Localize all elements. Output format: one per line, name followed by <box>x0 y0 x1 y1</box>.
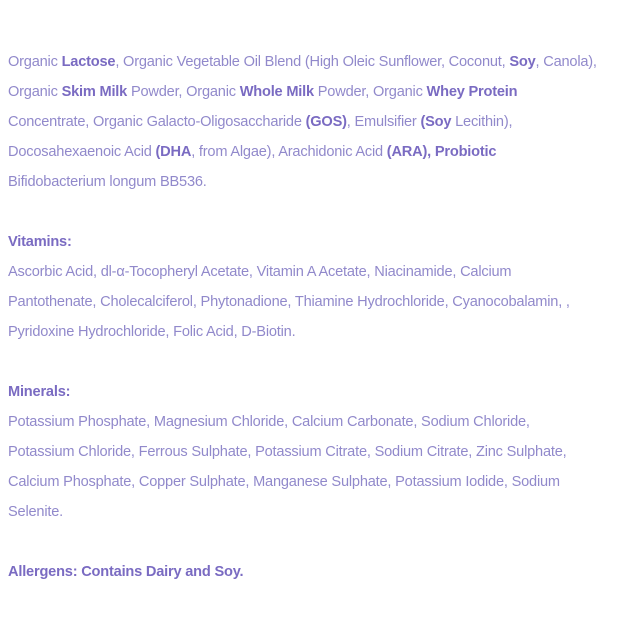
ingredients-section <box>8 47 628 197</box>
text-line: Allergens: Contains Dairy and Soy. <box>8 564 244 580</box>
text-line: Concentrate, Organic Galacto-Oligosaccharide (GOS), Emulsifier (Soy Lecithin), <box>8 114 513 130</box>
text-line: Docosahexaenoic Acid (DHA, from Algae), Arachidonic Acid (ARA), Probiotic <box>8 144 497 160</box>
text-line: Potassium Chloride, Ferrous Sulphate, Potassium Citrate, Sodium Citrate, Zinc Sulphate, <box>8 444 567 460</box>
text-line: Pyridoxine Hydrochloride, Folic Acid, D-Biotin. <box>8 324 296 340</box>
text-line: Organic Lactose, Organic Vegetable Oil Blend (High Oleic Sunflower, Coconut, Soy, Canola), <box>8 54 597 70</box>
text-line: Selenite. <box>8 504 63 520</box>
text-line: Calcium Phosphate, Copper Sulphate, Manganese Sulphate, Potassium Iodide, Sodium <box>8 474 560 490</box>
text-line: Bifidobacterium longum BB536. <box>8 174 207 190</box>
vitamins-section-heading: Vitamins: <box>8 234 72 250</box>
text-line: Potassium Phosphate, Magnesium Chloride, Calcium Carbonate, Sodium Chloride, <box>8 414 530 430</box>
allergens-section <box>8 557 628 587</box>
text-line: Pantothenate, Cholecalciferol, Phytonadione, Thiamine Hydrochloride, Cyanocobalamin, , <box>8 294 570 310</box>
vitamins-section <box>8 227 628 347</box>
label-sections <box>8 47 628 587</box>
minerals-section <box>8 377 628 527</box>
text-line: Organic Skim Milk Powder, Organic Whole Milk Powder, Organic Whey Protein <box>8 84 518 100</box>
text-line: Ascorbic Acid, dl-α-Tocopheryl Acetate, Vitamin A Acetate, Niacinamide, Calcium <box>8 264 512 280</box>
minerals-section-heading: Minerals: <box>8 384 71 400</box>
